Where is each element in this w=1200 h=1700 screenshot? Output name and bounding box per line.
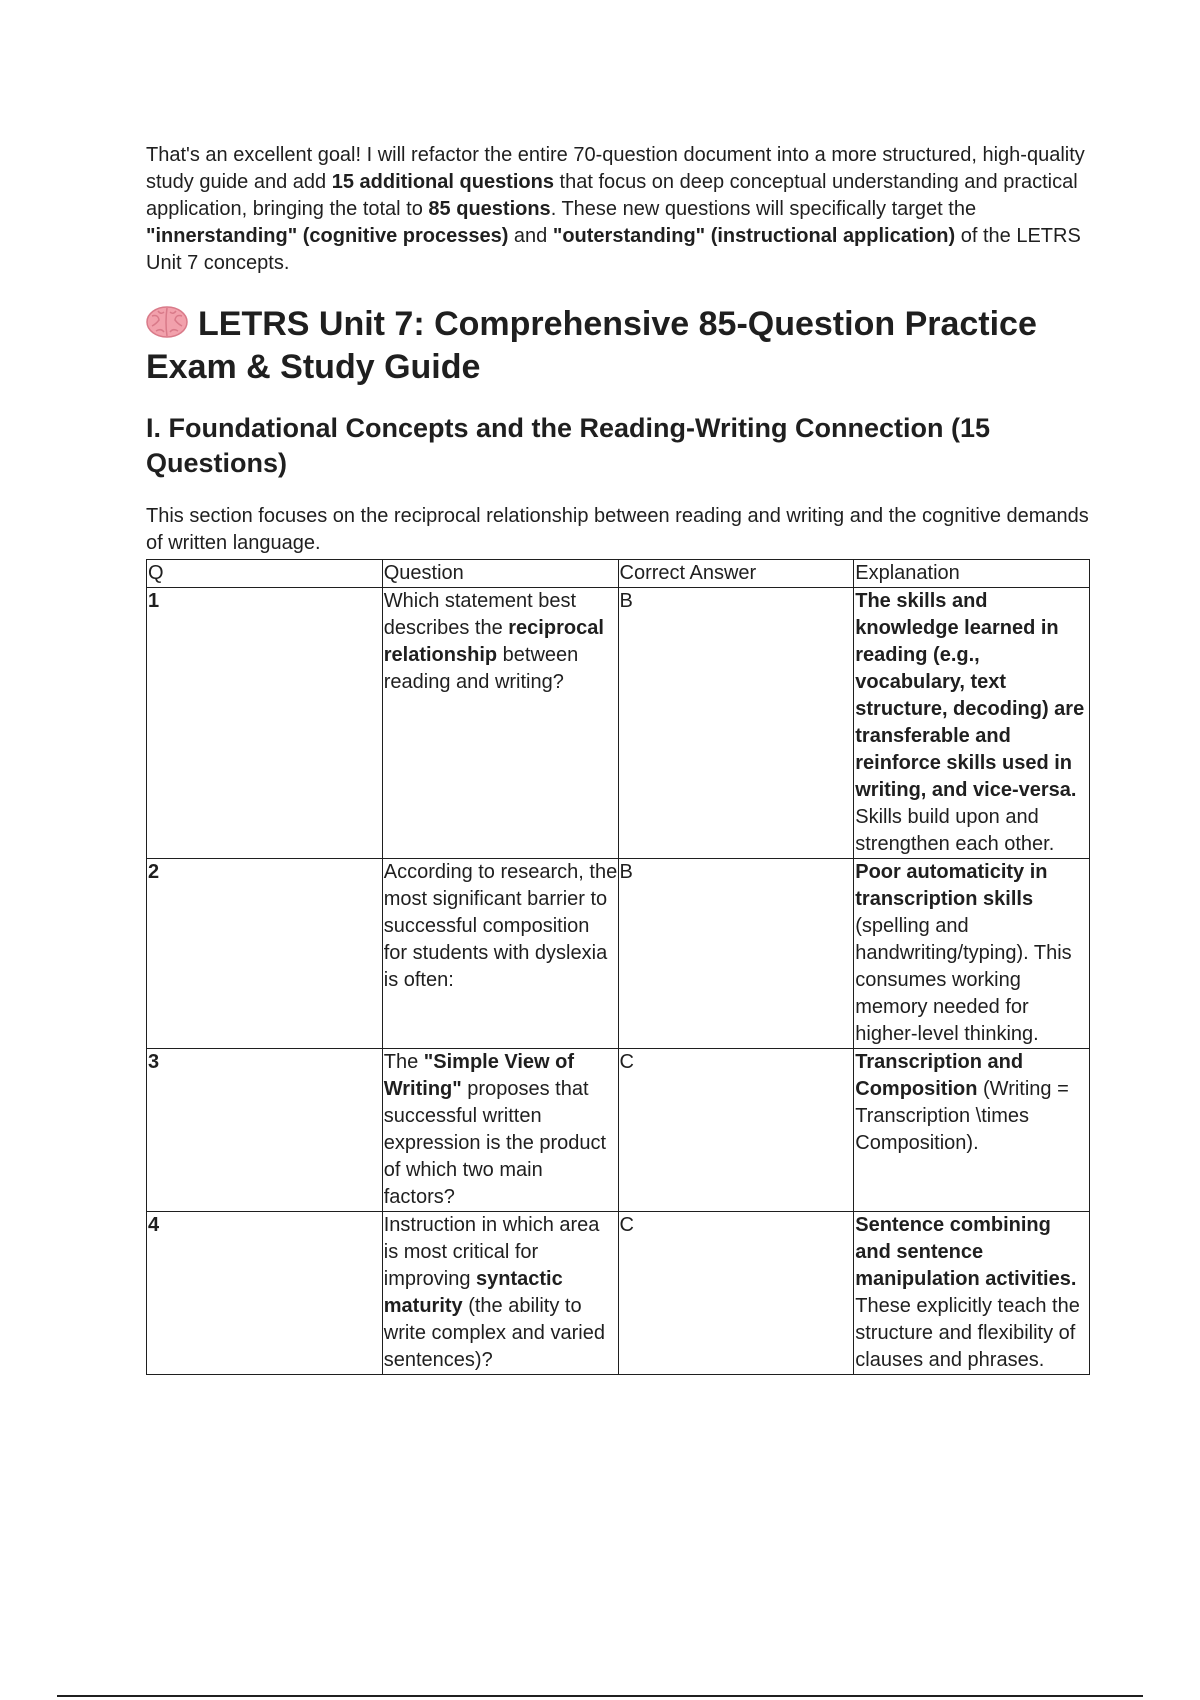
intro-text: . These new questions will specifically target the (550, 198, 977, 220)
question-cell (382, 1212, 618, 1375)
plain-text: The (383, 1051, 424, 1073)
answer-cell: B (618, 859, 854, 1049)
intro-bold: 85 questions (428, 198, 551, 220)
question-number-cell: 1 (147, 588, 383, 859)
plain-text: (Writing = Transcription \times Composition). (855, 1078, 1069, 1154)
question-number-cell: 2 (147, 859, 383, 1049)
plain-text: proposes that successful written expression is the product of which two main factors? (383, 1078, 607, 1208)
bold-text: "Simple View of Writing" (383, 1051, 575, 1100)
plain-text: (spelling and handwriting/typing). This consumes working memory needed for higher-level thinking. (855, 915, 1072, 1045)
answer-cell: C (618, 1212, 854, 1375)
table-row (147, 859, 1090, 1049)
bold-text: Transcription and Composition (855, 1051, 1024, 1100)
answer-cell: C (618, 1049, 854, 1212)
brain-icon (146, 306, 188, 338)
table-row (147, 1049, 1090, 1212)
bold-text: syntactic maturity (383, 1268, 563, 1317)
plain-text: Skills build upon and strengthen each other. (855, 806, 1055, 855)
bold-text: Poor automaticity in transcription skills (855, 861, 1048, 910)
intro-text: that focus on deep conceptual understanding and practical application, bringing the total to (146, 171, 1078, 220)
plain-text: Instruction in which area is most critical for improving (383, 1214, 600, 1290)
page-title (146, 303, 1090, 389)
intro-bold: "outerstanding" (instructional application) (552, 225, 956, 247)
page-divider (57, 1695, 1143, 1697)
plain-text: Which statement best describes the (383, 590, 577, 639)
plain-text: between reading and writing? (383, 644, 579, 693)
intro-text: of the LETRS Unit 7 concepts. (146, 225, 1081, 274)
intro-paragraph (146, 142, 1090, 277)
table-row (147, 588, 1090, 859)
explanation-cell (854, 859, 1090, 1049)
bold-text: Sentence combining and sentence manipulation activities. (855, 1214, 1077, 1290)
column-header-q: Q (147, 560, 383, 588)
question-number-cell: 3 (147, 1049, 383, 1212)
section-heading: I. Foundational Concepts and the Reading-Writing Connection (15 Questions) (146, 413, 991, 478)
column-header-question: Question (382, 560, 618, 588)
table-row (147, 1212, 1090, 1375)
column-header-answer: Correct Answer (618, 560, 854, 588)
plain-text: (the ability to write complex and varied sentences)? (383, 1295, 605, 1371)
question-cell (382, 1049, 618, 1212)
explanation-cell (854, 1212, 1090, 1375)
intro-text: That's an excellent goal! I will refactor the entire 70-question document into a more structured, high-quality study guide and add (146, 144, 1085, 193)
section-description: This section focuses on the reciprocal relationship between reading and writing and the cognitive demands of written language. (146, 505, 1089, 554)
bold-text: reciprocal relationship (383, 617, 604, 666)
document-page (146, 142, 1090, 1375)
plain-text: According to research, the most significant barrier to successful composition for students with dyslexia is often: (383, 861, 618, 991)
plain-text: These explicitly teach the structure and flexibility of clauses and phrases. (855, 1295, 1080, 1371)
questions-table (146, 559, 1090, 1375)
explanation-cell (854, 588, 1090, 859)
question-cell (382, 588, 618, 859)
intro-bold: 15 additional questions (331, 171, 554, 193)
intro-bold: "innerstanding" (cognitive processes) (146, 225, 509, 247)
question-number-cell: 4 (147, 1212, 383, 1375)
bold-text: The skills and knowledge learned in reading (e.g., vocabulary, text structure, decoding) are transferable and reinforce skills used in writing, and vice-versa. (855, 590, 1085, 801)
answer-cell: B (618, 588, 854, 859)
intro-text: and (508, 225, 553, 247)
table-body (147, 588, 1090, 1375)
column-header-explanation: Explanation (854, 560, 1090, 588)
explanation-cell (854, 1049, 1090, 1212)
page-title-text: LETRS Unit 7: Comprehensive 85-Question Practice Exam & Study Guide (146, 305, 1037, 386)
question-cell (382, 859, 618, 1049)
table-header-row (147, 560, 1090, 588)
